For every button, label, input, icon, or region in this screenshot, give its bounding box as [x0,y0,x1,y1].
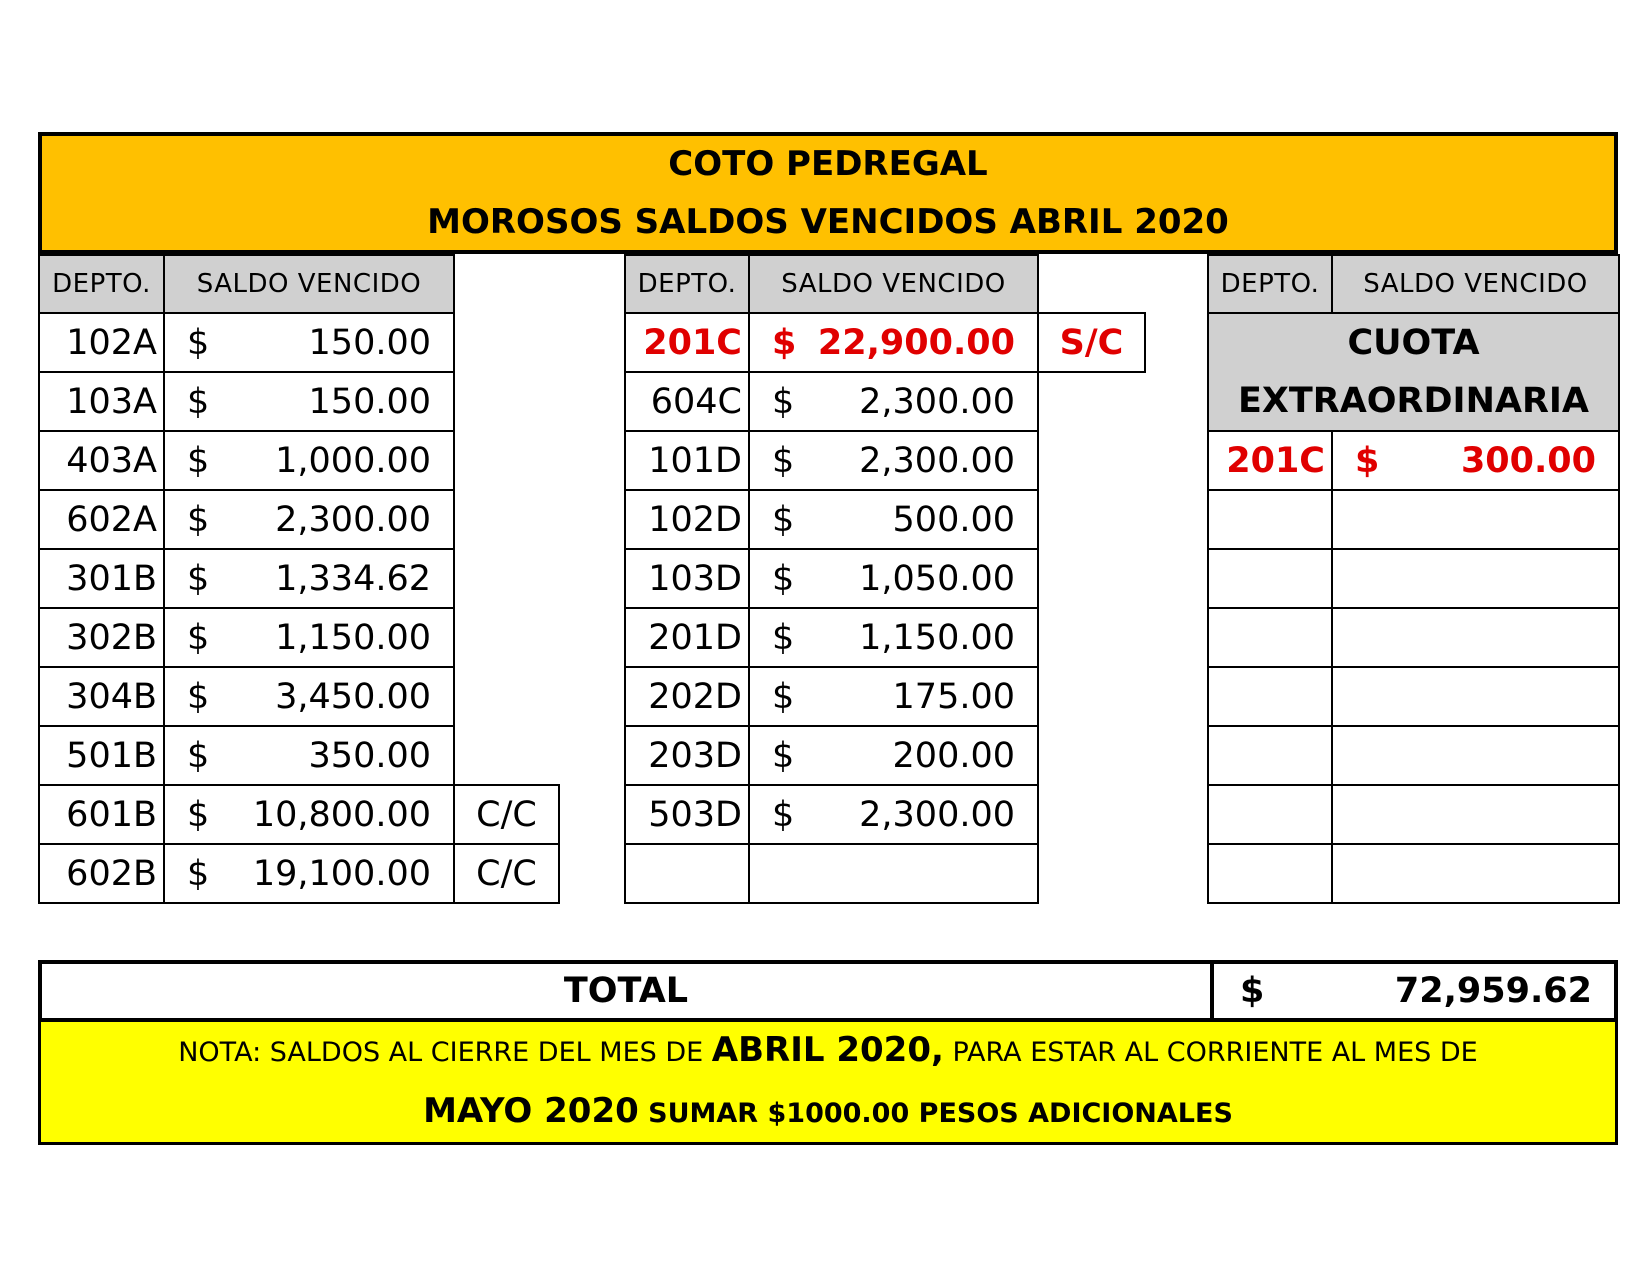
amount-value: 200.00 [892,735,1015,776]
depto-cell: 403A [39,431,164,490]
table-row [1208,667,1619,726]
empty-cell [1208,726,1332,785]
amount-value: 2,300.00 [275,499,431,540]
cuota-extraordinaria-label [1208,313,1619,431]
note-text: PARA ESTAR AL CORRIENTE AL MES DE [943,1037,1478,1068]
depto-cell: 304B [39,667,164,726]
depto-cell: 201C [625,313,749,372]
currency-symbol: $ [187,499,210,540]
header-row [625,255,1145,313]
table-row [625,372,1145,431]
amount-value: 300.00 [1460,440,1596,481]
currency-symbol: $ [187,381,210,422]
amount-value: 500.00 [892,499,1015,540]
amount-cell [749,785,1038,844]
amount-cell [164,549,454,608]
currency-symbol: $ [772,735,795,776]
empty-cell [1208,608,1332,667]
currency-symbol: $ [772,676,795,717]
amount-cell [164,490,454,549]
amount-value: 3,450.00 [275,676,431,717]
note-line-2 [423,1082,1233,1143]
table-row [625,608,1145,667]
amount-cell [749,608,1038,667]
note-month: ABRIL 2020, [711,1030,944,1070]
table-row [1208,431,1619,490]
currency-symbol: $ [187,676,210,717]
status-note [454,490,559,549]
empty-cell [1038,844,1145,903]
empty-cell [1332,726,1619,785]
depto-cell: 203D [625,726,749,785]
amount-cell [1332,431,1619,490]
note-text: SUMAR $1000.00 PESOS ADICIONALES [638,1098,1233,1129]
header-row [1208,255,1619,313]
status-note: C/C [454,785,559,844]
amount-value: 2,300.00 [859,381,1015,422]
amount-cell [164,726,454,785]
empty-cell [1038,255,1145,313]
note-month: MAYO 2020 [423,1091,639,1131]
status-note [454,372,559,431]
status-note: C/C [454,844,559,903]
total-amount-cell [1214,964,1614,1018]
amount-cell [164,785,454,844]
currency-symbol: $ [187,322,210,363]
amount-cell [749,431,1038,490]
table-row [39,608,559,667]
table-row [39,313,559,372]
empty-cell [1208,667,1332,726]
table-morosos-1 [38,254,560,904]
table-row [1208,608,1619,667]
report-title [38,132,1618,254]
table-row [625,549,1145,608]
currency-symbol: $ [1240,971,1265,1011]
table-row [39,667,559,726]
table-row [1208,844,1619,903]
empty-cell [1208,844,1332,903]
currency-symbol: $ [772,794,795,835]
table-morosos-2 [624,254,1146,904]
table-row [625,667,1145,726]
currency-symbol: $ [187,558,210,599]
amount-value: 350.00 [308,735,431,776]
note-line-1 [178,1021,1478,1082]
currency-symbol: $ [187,853,210,894]
amount-cell [164,844,454,903]
total-amount: 72,959.62 [1394,971,1592,1011]
currency-symbol: $ [772,381,795,422]
amount-value: 175.00 [892,676,1015,717]
table-row [39,844,559,903]
amount-cell [164,313,454,372]
header-row [39,255,559,313]
status-note [1038,785,1145,844]
status-note [454,313,559,372]
amount-value: 10,800.00 [252,794,431,835]
status-note: S/C [1038,313,1145,372]
header-depto: DEPTO. [1208,255,1332,313]
table-row [39,431,559,490]
status-note [1038,726,1145,785]
table-row [1208,785,1619,844]
currency-symbol: $ [772,558,795,599]
depto-cell: 501B [39,726,164,785]
status-note [1038,431,1145,490]
amount-value: 1,150.00 [859,617,1015,658]
empty-cell [1208,490,1332,549]
amount-value: 1,150.00 [275,617,431,658]
amount-value: 150.00 [308,322,431,363]
empty-cell [1208,785,1332,844]
currency-symbol: $ [772,617,795,658]
table-cuota-extraordinaria [1207,254,1620,904]
currency-symbol: $ [772,440,795,481]
table-row [625,785,1145,844]
depto-cell: 103A [39,372,164,431]
depto-cell: 503D [625,785,749,844]
header-depto: DEPTO. [39,255,164,313]
empty-cell [1332,667,1619,726]
empty-cell [749,844,1038,903]
depto-cell: 201D [625,608,749,667]
currency-symbol: $ [187,617,210,658]
amount-cell [749,549,1038,608]
empty-cell [454,255,559,313]
amount-value: 150.00 [308,381,431,422]
table-row [625,844,1145,903]
amount-cell [749,726,1038,785]
empty-cell [1208,549,1332,608]
table-row [39,490,559,549]
cuota-line-2: EXTRAORDINARIA [1237,381,1590,421]
amount-value: 22,900.00 [817,322,1015,363]
empty-cell [625,844,749,903]
currency-symbol: $ [187,440,210,481]
status-note [454,608,559,667]
amount-cell [749,313,1038,372]
empty-cell [1332,549,1619,608]
depto-cell: 201C [1208,431,1332,490]
empty-cell [1332,490,1619,549]
status-note [1038,490,1145,549]
header-saldo-vencido: SALDO VENCIDO [164,255,454,313]
table-row [625,313,1145,372]
table-row [39,785,559,844]
depto-cell: 604C [625,372,749,431]
table-row [625,726,1145,785]
amount-cell [749,667,1038,726]
amount-value: 2,300.00 [859,440,1015,481]
amount-cell [164,372,454,431]
depto-cell: 202D [625,667,749,726]
note-text: NOTA: SALDOS AL CIERRE DEL MES DE [178,1037,712,1068]
header-depto: DEPTO. [625,255,749,313]
depto-cell: 102A [39,313,164,372]
header-saldo-vencido: SALDO VENCIDO [749,255,1038,313]
note-box [38,1022,1618,1145]
status-note [1038,549,1145,608]
currency-symbol: $ [772,499,795,540]
table-row [39,726,559,785]
status-note [454,431,559,490]
currency-symbol: $ [1355,440,1380,481]
status-note [1038,372,1145,431]
cuota-row [1208,313,1619,431]
status-note [454,726,559,785]
amount-value: 19,100.00 [252,853,431,894]
currency-symbol: $ [772,322,797,363]
depto-cell: 302B [39,608,164,667]
cuota-line-1: CUOTA [1347,323,1480,363]
amount-cell [749,490,1038,549]
table-row [39,549,559,608]
amount-value: 1,334.62 [275,558,431,599]
depto-cell: 102D [625,490,749,549]
empty-cell [1332,608,1619,667]
depto-cell: 301B [39,549,164,608]
total-label: TOTAL [42,964,1214,1018]
table-row [1208,490,1619,549]
table-row [625,490,1145,549]
status-note [1038,608,1145,667]
currency-symbol: $ [187,735,210,776]
amount-cell [164,431,454,490]
amount-value: 1,050.00 [859,558,1015,599]
empty-cell [1332,785,1619,844]
title-line-2: MOROSOS SALDOS VENCIDOS ABRIL 2020 [427,202,1229,242]
depto-cell: 601B [39,785,164,844]
depto-cell: 602A [39,490,164,549]
table-row [625,431,1145,490]
amount-value: 1,000.00 [275,440,431,481]
depto-cell: 103D [625,549,749,608]
status-note [1038,667,1145,726]
total-row [38,960,1618,1022]
table-row [1208,549,1619,608]
title-line-1: COTO PEDREGAL [668,144,988,184]
amount-cell [749,372,1038,431]
depto-cell: 101D [625,431,749,490]
status-note [454,549,559,608]
empty-cell [1332,844,1619,903]
header-saldo-vencido: SALDO VENCIDO [1332,255,1619,313]
currency-symbol: $ [187,794,210,835]
table-row [39,372,559,431]
depto-cell: 602B [39,844,164,903]
amount-cell [164,667,454,726]
amount-cell [164,608,454,667]
status-note [454,667,559,726]
amount-value: 2,300.00 [859,794,1015,835]
table-row [1208,726,1619,785]
